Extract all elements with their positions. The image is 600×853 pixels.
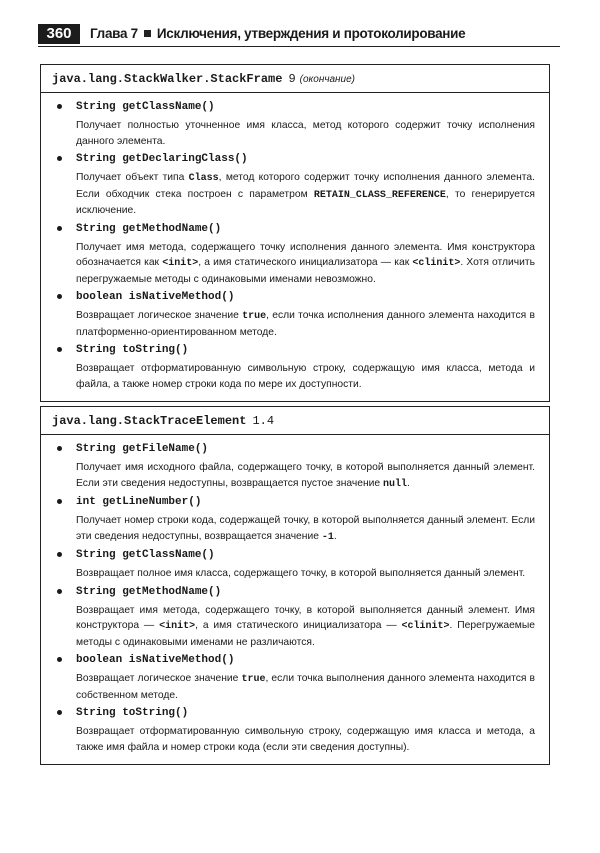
bullet-icon [57,589,62,594]
method-description [76,240,535,288]
api-entry [53,706,535,755]
description-text: , а имя статического инициализатора — как [198,257,413,268]
description-text: Возвращает полное имя класса, содержащего точку, в которой выполняется данный элемент. [76,568,526,579]
code-literal: true [241,674,266,685]
method-description [76,308,535,340]
code-literal: -1 [321,531,334,543]
code-literal: null [383,478,408,490]
api-entry [53,222,535,288]
method-description [76,170,535,219]
code-literal: <init> [162,258,199,269]
description-text: Возвращает имя метода, содержащего точку, в которой выполняется данный элемент. Имя конструктора — [76,604,535,631]
bullet-icon [57,347,62,352]
description-text: Получает имя исходного файла, содержащего точку, в которой выполняется данный элемент. Если эти сведения недоступны, возвращается пустое значение [76,462,535,489]
class-name: java.lang.StackTraceElement [52,414,247,428]
code-literal: <init> [159,621,196,632]
method-signature: String getClassName() [76,549,215,561]
page-number: 360 [38,24,80,44]
description-text: , если точка выполнения данного элемента находится в собственном методе. [76,673,535,701]
class-name: java.lang.StackWalker.StackFrame [52,72,283,86]
code-literal: <clinit> [401,621,450,632]
api-entries [41,435,549,764]
description-text: Возвращает отформатированную символьную строку, содержащую имя класса и метода, а также имя файла и номер строки кода (если эти сведения доступны). [76,726,535,753]
method-signature: boolean isNativeMethod() [76,291,235,303]
code-literal: Class [188,173,219,184]
description-text: Получает номер строки кода, содержащей точку, в которой выполняется данный элемент. Если эти сведения недоступны, возвращается значение [76,515,535,542]
bullet-icon [57,499,62,504]
method-signature: String getDeclaringClass() [76,153,248,165]
description-text: Получает полностью уточненное имя класса, метод которого содержит точку исполнения данного элемента. [76,120,535,147]
chapter-title [90,25,465,43]
bullet-icon [57,710,62,715]
code-literal: <clinit> [412,258,461,269]
description-text: Возвращает логическое значение [76,310,243,321]
code-literal: RETAIN_CLASS_REFERENCE [313,189,446,201]
api-box-header [41,65,549,93]
method-description [76,724,535,755]
bullet-icon [57,156,62,161]
api-entry [53,290,535,340]
api-entry [53,100,535,149]
chapter-name: Исключения, утверждения и протоколирование [156,26,466,41]
continuation-note: (окончание) [299,74,356,85]
method-signature: String toString() [76,344,189,356]
description-text: , то генерируется исключение. [76,188,535,216]
chapter-label: Глава 7 [90,26,138,41]
method-description [76,361,535,392]
bullet-icon [57,657,62,662]
description-text: , а имя статического инициализатора — [195,620,402,631]
description-text: , метод которого содержит точку исполнения данного элемента. Если обходчик стека построен с параметром [76,172,535,200]
bullet-icon [57,552,62,557]
method-signature: String getMethodName() [76,585,222,598]
api-box-header [41,407,549,435]
description-text: Получает имя метода, содержащего точку исполнения данного элемента. Имя конструктора обозначается как [76,241,535,268]
method-signature: String getMethodName() [76,222,222,235]
api-entries [41,93,549,401]
version: 1.4 [252,414,275,428]
method-signature: String getClassName() [76,101,215,113]
bullet-icon [57,226,62,231]
api-entry [53,653,535,703]
api-entry [53,548,535,582]
description-text: Получает объект типа [76,172,189,183]
description-text: Возвращает логическое значение [76,673,242,684]
bullet-icon [57,294,62,299]
description-text: . Перегружаемые методы с одинаковыми именами не различаются. [76,620,536,648]
square-bullet-icon [144,30,151,37]
api-box-stacktraceelement [40,406,550,765]
version: 9 [288,72,296,86]
method-description [76,566,535,582]
method-description [76,118,535,149]
method-signature: String toString() [76,707,189,719]
api-box-stackframe [40,64,550,402]
description-text: , если точка исполнения данного элемента находится в платформенно-ориентированном методе. [76,310,535,338]
description-text: . [407,477,410,489]
method-signature: boolean isNativeMethod() [76,654,235,666]
api-entry [53,152,535,219]
bullet-icon [57,104,62,109]
code-literal: true [242,311,267,322]
bullet-icon [57,446,62,451]
api-entry [53,343,535,392]
method-description [76,513,535,545]
method-signature: int getLineNumber() [76,496,202,508]
description-text: . Хотя отличить перегружаемые методы с одинаковыми именами невозможно. [76,257,536,285]
description-text: Возвращает отформатированную символьную строку, содержащую имя класса, метода и файла, а также номер строки кода по мере их доступности. [76,363,535,390]
api-entry [53,442,535,492]
method-description [76,460,535,492]
method-signature: String getFileName() [76,443,209,455]
page-header [38,24,560,47]
description-text: . [333,530,337,542]
method-description [76,603,535,651]
api-entry [53,585,535,651]
api-entry [53,495,535,545]
method-description [76,671,535,703]
